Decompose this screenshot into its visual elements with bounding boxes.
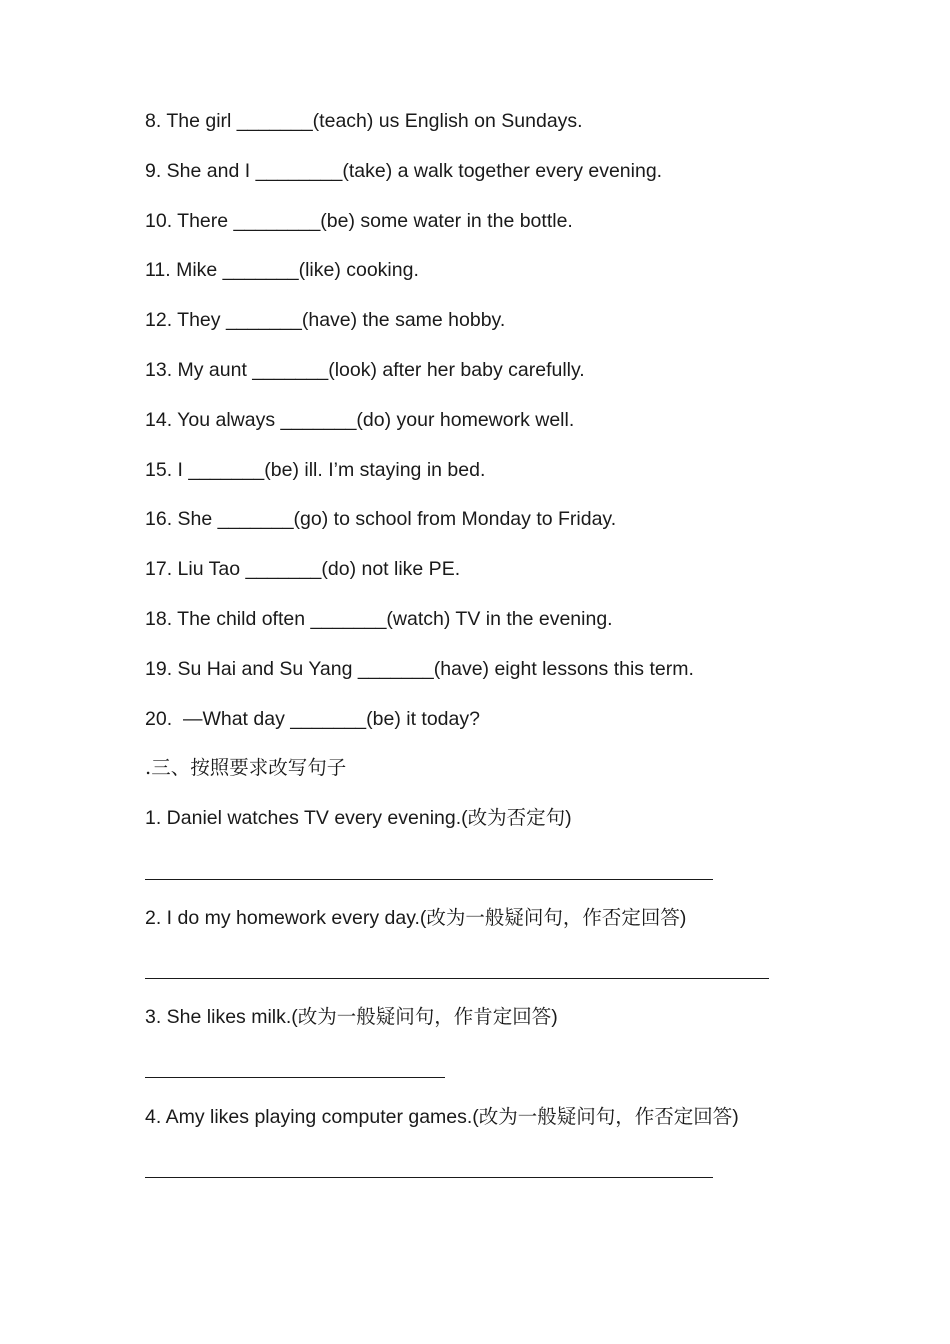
- fill-in-item: 13. My aunt _______(look) after her baby carefully.: [145, 359, 585, 381]
- answer-line[interactable]: [145, 879, 713, 880]
- section-heading: .三、按照要求改写句子: [145, 756, 347, 779]
- rewrite-item: 3. She likes milk.(改为一般疑问句，作肯定回答): [145, 1006, 558, 1028]
- fill-in-item: 9. She and I ________(take) a walk together every evening.: [145, 160, 663, 182]
- answer-line[interactable]: [145, 978, 769, 979]
- fill-in-item: 14. You always _______(do) your homework well.: [145, 409, 575, 431]
- fill-in-item: 20. —What day _______(be) it today?: [145, 708, 480, 730]
- answer-line[interactable]: [145, 1177, 713, 1178]
- fill-in-item: 16. She _______(go) to school from Monday to Friday.: [145, 508, 617, 530]
- rewrite-item: 4. Amy likes playing computer games.(改为一般疑问句，作否定回答): [145, 1106, 739, 1128]
- rewrite-item: 2. I do my homework every day.(改为一般疑问句，作否定回答): [145, 907, 687, 929]
- fill-in-item: 17. Liu Tao _______(do) not like PE.: [145, 558, 461, 580]
- fill-in-item: 12. They _______(have) the same hobby.: [145, 309, 506, 331]
- fill-in-item: 18. The child often _______(watch) TV in the evening.: [145, 608, 613, 630]
- fill-in-item: 10. There ________(be) some water in the bottle.: [145, 210, 573, 232]
- fill-in-item: 8. The girl _______(teach) us English on Sundays.: [145, 110, 583, 132]
- fill-in-item: 11. Mike _______(like) cooking.: [145, 259, 419, 281]
- fill-in-item: 15. I _______(be) ill. I’m staying in bed.: [145, 459, 486, 481]
- rewrite-item: 1. Daniel watches TV every evening.(改为否定句): [145, 807, 572, 829]
- answer-line[interactable]: [145, 1077, 445, 1078]
- fill-in-item: 19. Su Hai and Su Yang _______(have) eight lessons this term.: [145, 658, 694, 680]
